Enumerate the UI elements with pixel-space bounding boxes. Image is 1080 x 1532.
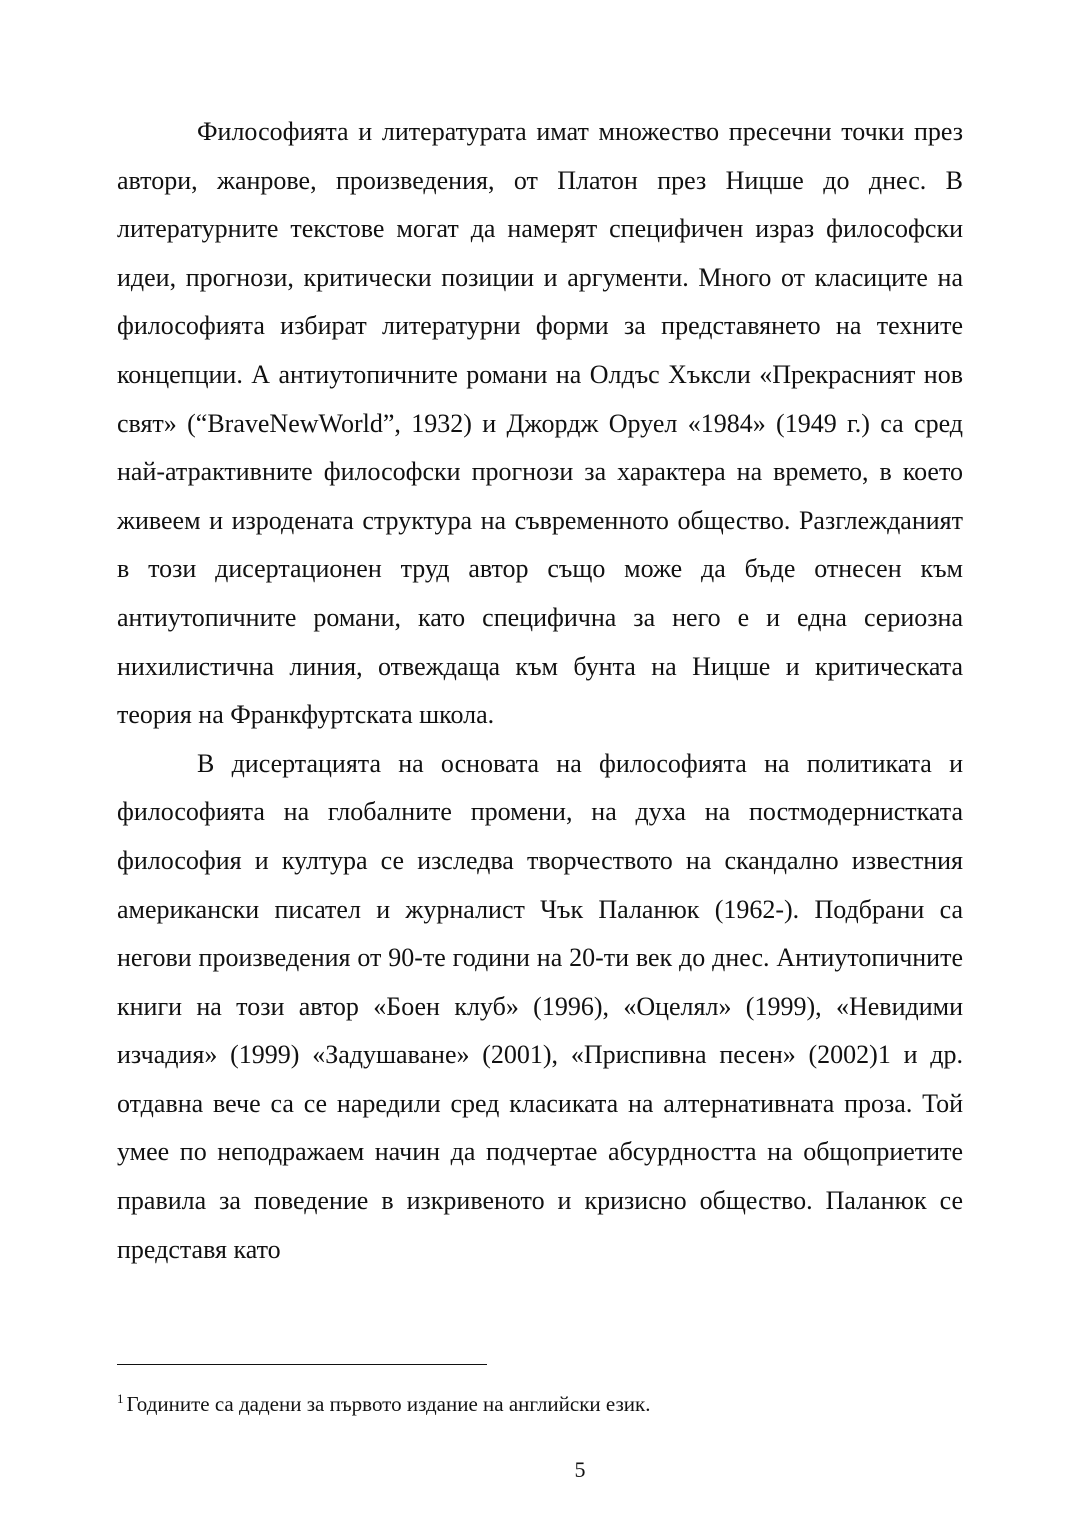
body-text — [117, 108, 963, 1274]
paragraph-2: В дисертацията на основата на философията на политиката и философията на глобалните промени, на духа на постмодернистката философия и култура се изследва творчеството на скандално известния американски писател и журналист Чък Паланюк (1962-). Подбрани са негови произведения от 90-те години на 20-ти век до днес. Антиутопичните книги на този автор «Боен клуб» (1996), «Оцелял» (1999), «Невидими изчадия» (1999) «Задушаване» (2001), «Приспивна песен» (2002)1 и др. отдавна вече са се наредили сред класиката на алтернативната проза. Той умее по неподражаем начин да подчертае абсурдността на общоприетите правила за поведение в изкривеното и кризисно общество. Паланюк се представя като — [117, 748, 963, 1264]
page-number: 5 — [574, 1457, 586, 1482]
footnote — [117, 1384, 963, 1419]
footnote-text: Годините са дадени за първото издание на английски език. — [126, 1392, 651, 1416]
footnote-marker: 1 — [117, 1391, 124, 1406]
footnote-separator — [117, 1364, 487, 1365]
paragraph-1: Философията и литературата имат множество пресечни точки през автори, жанрове, произведения, от Платон през Ницше до днес. В литературните текстове могат да намерят специфичен израз философски идеи, прогнози, критически позиции и аргументи. Много от класиците на философията избират литературни форми за представянето на техните концепции. А антиутопичните романи на Олдъс Хъксли «Прекрасният нов свят» (“BraveNewWorld”, 1932) и Джордж Оруел «1984» (1949 г.) са сред най-атрактивните философски прогнози за характера на времето, в което живеем и изродената структура на съвременното общество. Разглежданият в този дисертационен труд автор също може да бъде отнесен към антиутопичните романи, като специфична за него е и една сериозна нихилистична линия, отвеждаща към бунта на Ницше и критическата теория на Франкфуртската школа. — [117, 117, 963, 730]
